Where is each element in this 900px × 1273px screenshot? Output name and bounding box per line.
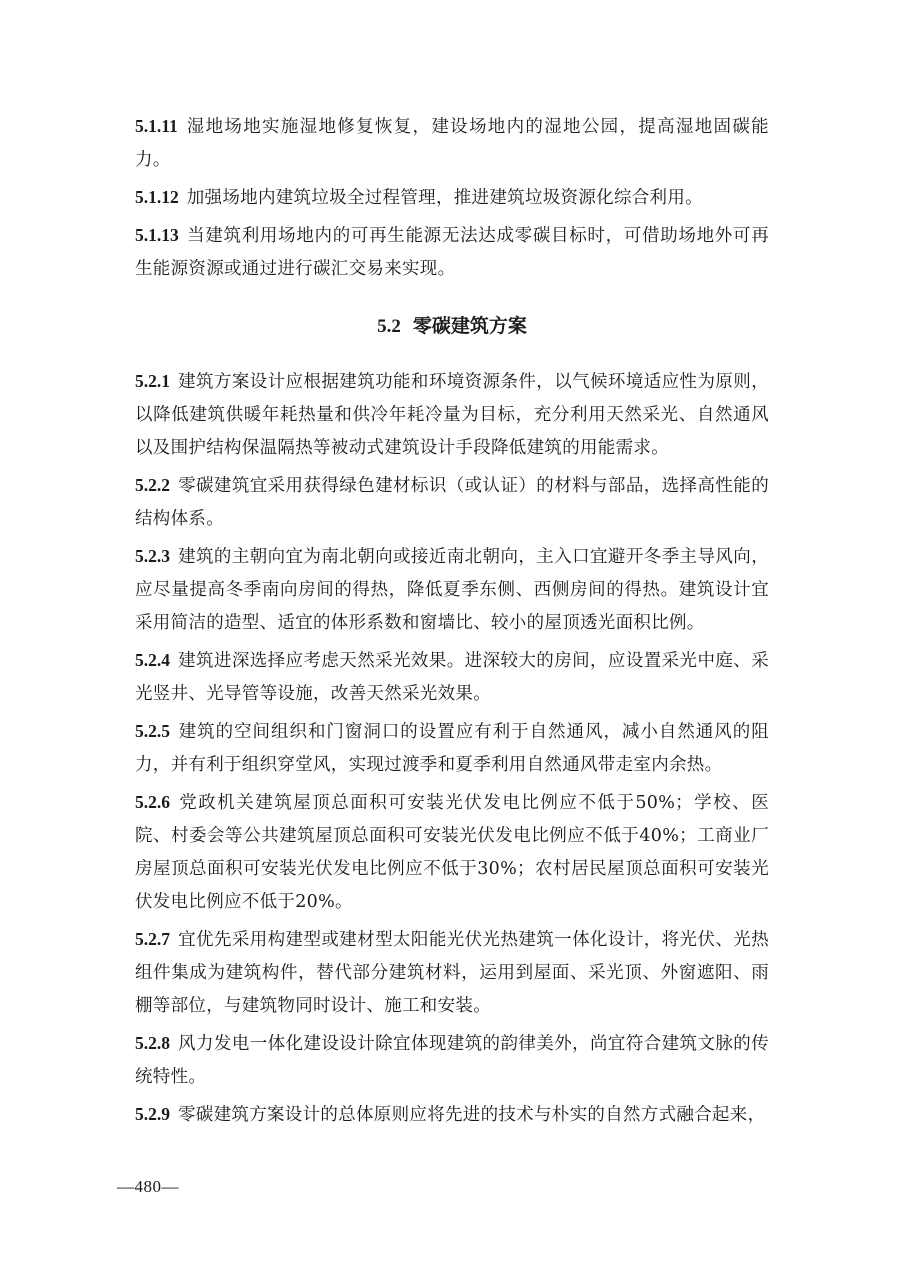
clause-number: 5.2.2 [135, 475, 170, 495]
clause-text: 建筑进深选择应考虑天然采光效果。进深较大的房间，应设置采光中庭、采光竖井、光导管等设施，改善天然采光效果。 [135, 651, 769, 704]
clause-number: 5.2.3 [135, 546, 170, 566]
clause-text: 建筑的空间组织和门窗洞口的设置应有利于自然通风，减小自然通风的阻力，并有利于组织穿堂风，实现过渡季和夏季利用自然通风带走室内余热。 [135, 722, 769, 775]
clause-5-2-7 [135, 923, 769, 1023]
clause-5-2-1 [135, 365, 769, 465]
clause-text: 党政机关建筑屋顶总面积可安装光伏发电比例应不低于50%；学校、医院、村委会等公共建筑屋顶总面积可安装光伏发电比例应不低于40%；工商业厂房屋顶总面积可安装光伏发电比例应不低于30%；农村居民屋顶总面积可安装光伏发电比例应不低于20%。 [135, 793, 769, 912]
section-number: 5.2 [377, 316, 401, 337]
clause-5-2-6 [135, 786, 769, 919]
clause-text: 零碳建筑方案设计的总体原则应将先进的技术与朴实的自然方式融合起来， [178, 1105, 766, 1125]
clause-5-2-5 [135, 715, 769, 782]
clause-5-2-4 [135, 644, 769, 711]
clause-number: 5.2.7 [135, 929, 170, 949]
clause-number: 5.2.1 [135, 371, 170, 391]
clause-5-2-2 [135, 469, 769, 536]
clause-text: 零碳建筑宜采用获得绿色建材标识（或认证）的材料与部品，选择高性能的结构体系。 [135, 476, 769, 529]
document-page [135, 110, 769, 1136]
clause-text: 建筑的主朝向宜为南北朝向或接近南北朝向，主入口宜避开冬季主导风向，应尽量提高冬季南向房间的得热，降低夏季东侧、西侧房间的得热。建筑设计宜采用简洁的造型、适宜的体形系数和窗墙比、较小的屋顶透光面积比例。 [135, 547, 769, 633]
clause-number: 5.1.12 [135, 187, 179, 207]
clause-text: 湿地场地实施湿地修复恢复，建设场地内的湿地公园，提高湿地固碳能力。 [135, 117, 769, 170]
clause-number: 5.2.6 [135, 792, 170, 812]
page-number: —480— [117, 1177, 179, 1196]
clause-number: 5.2.4 [135, 650, 170, 670]
clause-text: 风力发电一体化建设设计除宜体现建筑的韵律美外，尚宜符合建筑文脉的传统特性。 [135, 1034, 769, 1087]
clause-text: 加强场地内建筑垃圾全过程管理，推进建筑垃圾资源化综合利用。 [186, 188, 703, 208]
clause-text: 宜优先采用构建型或建材型太阳能光伏光热建筑一体化设计，将光伏、光热组件集成为建筑构件，替代部分建筑材料，运用到屋面、采光顶、外窗遮阳、雨棚等部位，与建筑物同时设计、施工和安装。 [135, 930, 769, 1016]
section-title: 零碳建筑方案 [412, 315, 527, 337]
clause-number: 5.1.13 [135, 225, 179, 245]
clause-number: 5.2.8 [135, 1033, 170, 1053]
clause-5-1-12 [135, 181, 769, 215]
clause-text: 建筑方案设计应根据建筑功能和环境资源条件，以气候环境适应性为原则，以降低建筑供暖年耗热量和供冷年耗冷量为目标，充分利用天然采光、自然通风以及围护结构保温隔热等被动式建筑设计手段降低建筑的用能需求。 [135, 372, 769, 458]
clause-5-2-3 [135, 540, 769, 640]
clause-number: 5.2.9 [135, 1104, 170, 1124]
clause-number: 5.2.5 [135, 721, 170, 741]
clause-5-1-11 [135, 110, 769, 177]
section-heading [135, 308, 769, 345]
clause-number: 5.1.11 [135, 116, 178, 136]
clause-5-2-8 [135, 1027, 769, 1094]
clause-5-2-9 [135, 1098, 769, 1132]
clause-5-1-13 [135, 219, 769, 286]
clause-text: 当建筑利用场地内的可再生能源无法达成零碳目标时，可借助场地外可再生能源资源或通过进行碳汇交易来实现。 [135, 226, 769, 279]
